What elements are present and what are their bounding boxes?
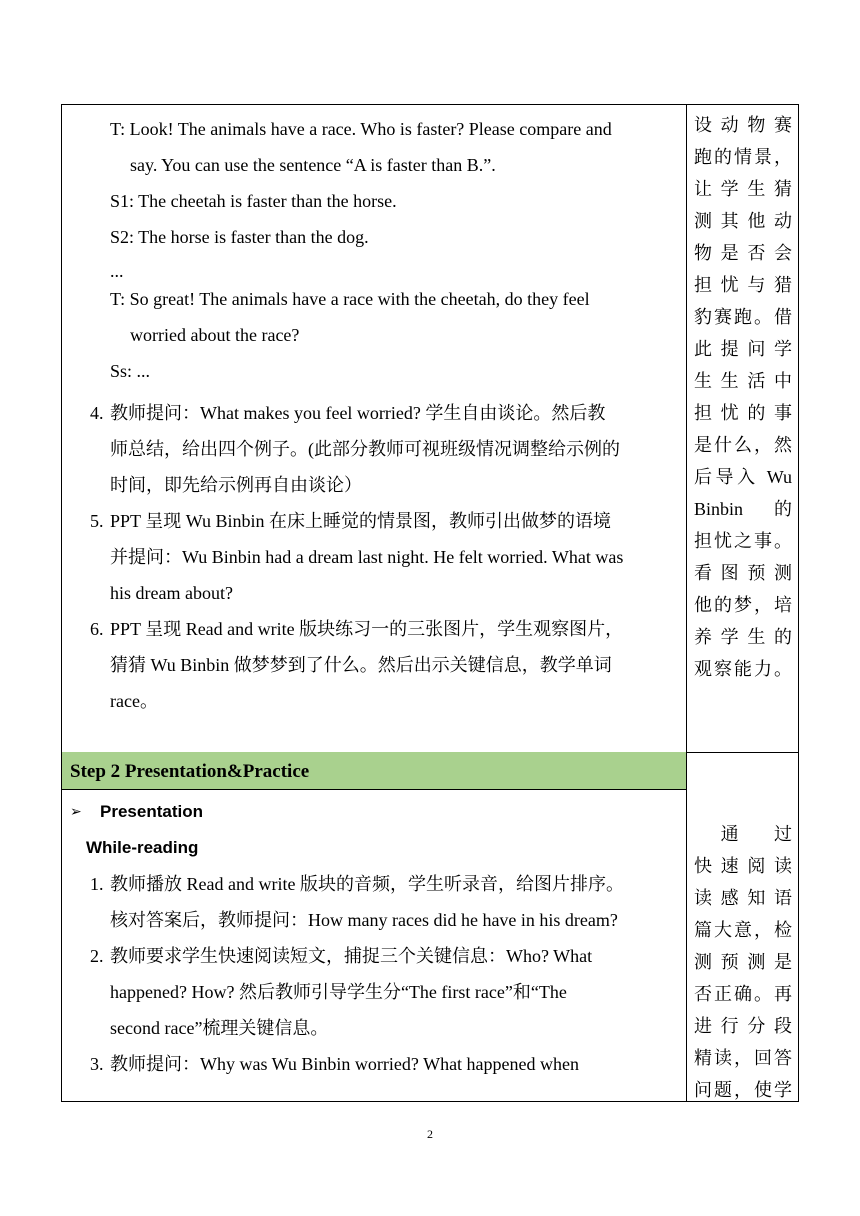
- rationale-line: 读 感 知 语: [694, 888, 792, 908]
- rationale-line: 篇大意，检: [694, 920, 792, 940]
- list-item-line: race。: [110, 691, 158, 711]
- rationale-line: 豹赛跑。借: [694, 307, 792, 327]
- list-item-line: 时间，即先给示例再自由谈论）: [110, 475, 362, 495]
- list-item-line: PPT 呈现 Read and write 版块练习一的三张图片，学生观察图片，: [110, 619, 624, 639]
- list-item-line: 教师提问：What makes you feel worried? 学生自由谈论。然后教: [110, 403, 606, 423]
- dialogue-line: T: So great! The animals have a race with the cheetah, do they feel: [110, 289, 590, 309]
- rationale-line: 担 忧 的 事: [694, 403, 792, 423]
- list-number: 6.: [90, 619, 104, 639]
- subheading-while-reading: While-reading: [86, 838, 199, 857]
- rationale-line: 测 预 测 是: [694, 952, 792, 972]
- arrow-bullet-icon: ➢: [70, 804, 82, 820]
- rationale-line: 生 生 活 中: [694, 371, 792, 391]
- rationale-line: 看 图 预 测: [694, 563, 792, 583]
- rationale-line: 测 其 他 动: [694, 211, 792, 231]
- list-item-line: 教师提问：Why was Wu Binbin worried? What happened when: [110, 1054, 580, 1074]
- list-number: 5.: [90, 511, 104, 531]
- list-number: 2.: [90, 946, 104, 966]
- step-header-bottom-line: [62, 789, 686, 790]
- list-item-line: second race”梳理关键信息。: [110, 1018, 329, 1038]
- page-number: 2: [427, 1127, 433, 1141]
- lesson-plan-table: [61, 104, 799, 1102]
- dialogue-line: T: Look! The animals have a race. Who is faster? Please compare and: [110, 119, 612, 139]
- rationale-line: 后导入 Wu: [694, 467, 792, 487]
- column-divider: [686, 105, 687, 1101]
- list-item-line: 教师要求学生快速阅读短文，捕捉三个关键信息：Who? What: [110, 946, 593, 966]
- list-item-line: his dream about?: [110, 583, 233, 603]
- rationale-line: 通 过: [694, 824, 792, 844]
- list-number: 1.: [90, 874, 104, 894]
- step-title: Step 2 Presentation&Practice: [70, 761, 310, 782]
- dialogue-line: say. You can use the sentence “A is faster than B.”.: [130, 155, 496, 175]
- list-item-line: 师总结，给出四个例子。(此部分教师可视班级情况调整给示例的: [110, 439, 620, 459]
- dialogue-line: S1: The cheetah is faster than the horse.: [110, 191, 397, 211]
- list-number: 3.: [90, 1054, 104, 1074]
- list-item-line: happened? How? 然后教师引导学生分“The first race”和“The: [110, 982, 567, 1002]
- list-number: 4.: [90, 403, 104, 423]
- rationale-line: 养 学 生 的: [694, 627, 792, 647]
- rationale-line: 担忧之事。: [694, 531, 792, 551]
- rationale-line: 跑的情景，: [694, 147, 792, 167]
- rationale-line: 担 忧 与 猎: [694, 275, 792, 295]
- dialogue-line: worried about the race?: [130, 325, 300, 345]
- rationale-line: Binbin 的: [694, 499, 792, 519]
- rationale-line: 精读，回答: [694, 1048, 792, 1068]
- rationale-line: 物 是 否 会: [694, 243, 792, 263]
- rationale-line: 设 动 物 赛: [694, 115, 792, 135]
- rationale-line: 观察能力。: [694, 659, 792, 679]
- rationale-line: 问题，使学: [694, 1080, 792, 1100]
- rationale-line: 快 速 阅 读: [694, 856, 792, 876]
- rationale-line: 是什么，然: [694, 435, 792, 455]
- rationale-line: 进 行 分 段: [694, 1016, 792, 1036]
- list-item-line: 并提问：Wu Binbin had a dream last night. He felt worried. What was: [110, 547, 624, 567]
- dialogue-line: ...: [110, 261, 124, 281]
- rationale-line: 让 学 生 猜: [694, 179, 792, 199]
- dialogue-line: Ss: ...: [110, 361, 151, 381]
- rationale-line: 此 提 问 学: [694, 339, 792, 359]
- section-heading-presentation: Presentation: [100, 802, 203, 821]
- dialogue-line: S2: The horse is faster than the dog.: [110, 227, 369, 247]
- list-item-line: 教师播放 Read and write 版块的音频，学生听录音，给图片排序。: [110, 874, 624, 894]
- rationale-line: 他的梦，培: [694, 595, 792, 615]
- list-item-line: PPT 呈现 Wu Binbin 在床上睡觉的情景图，教师引出做梦的语境: [110, 511, 611, 531]
- list-item-line: 核对答案后，教师提问：How many races did he have in his dream?: [110, 910, 618, 930]
- list-item-line: 猜猜 Wu Binbin 做梦梦到了什么。然后出示关键信息，教学单词: [110, 655, 612, 675]
- rationale-line: 否正确。再: [694, 984, 792, 1004]
